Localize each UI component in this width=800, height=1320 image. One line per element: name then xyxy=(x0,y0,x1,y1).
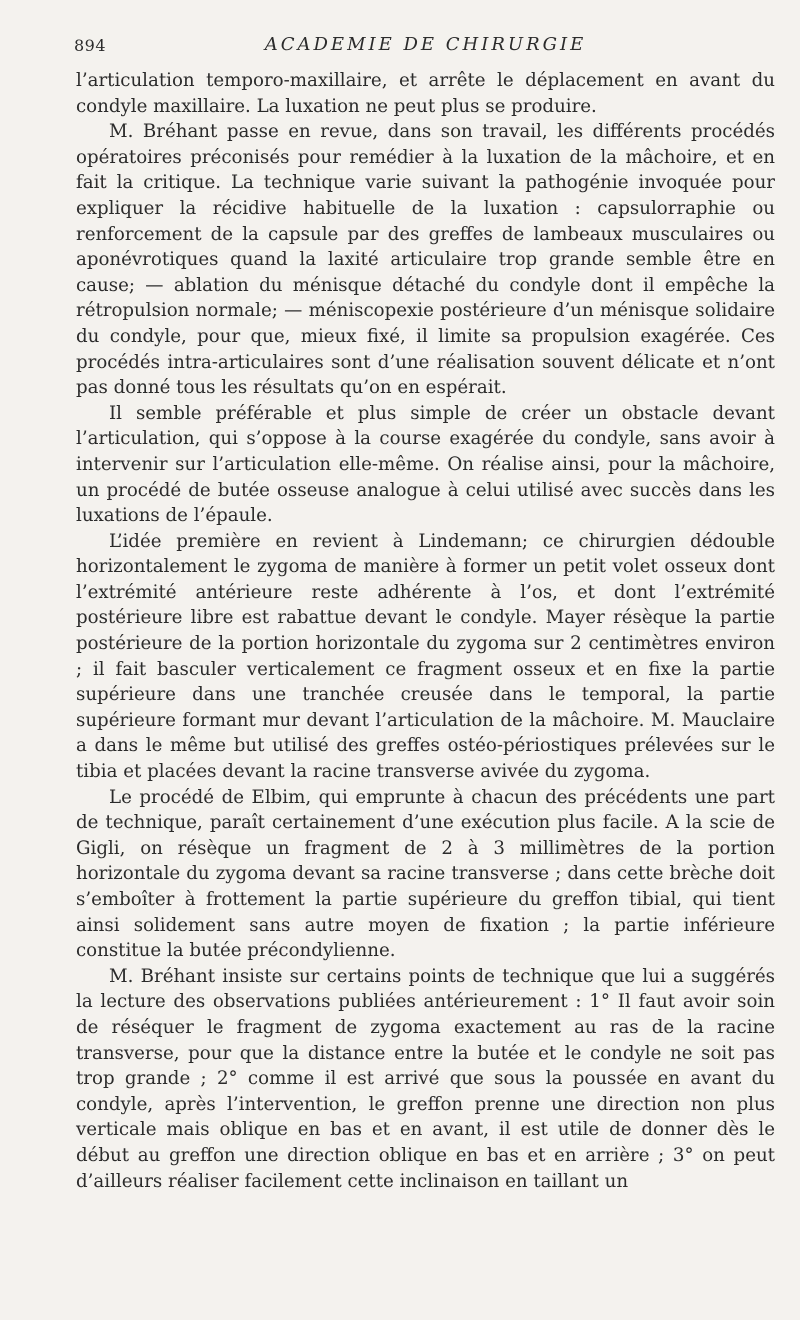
paragraph: M. Bréhant insiste sur certains points de technique que lui a suggérés la lecture des observations publiées antérieurement : 1° Il faut avoir soin de réséquer le fragment de zygoma exactement au ras de la racine transverse, pour que la distance entre la butée et le condyle ne soit pas trop grande ; 2° comme il est arrivé que sous la poussée en avant du condyle, après l’intervention, le greffon prenne une direction non plus verticale mais oblique en bas et en avant, il est utile de donner dès le début au greffon une direction oblique en bas et en arrière ; 3° on peut d’ailleurs réaliser facilement cette inclinaison en taillant un xyxy=(76,965,775,1192)
paragraph: L’idée première en revient à Lindemann; ce chirurgien dédouble horizontalement le zygoma de manière à former un petit volet osseux dont l’extrémité antérieure reste adhérente à l’os, et dont l’extrémité postérieure libre est rabattue devant le condyle. Mayer résèque la partie postérieure de la portion horizontale du zygoma sur 2 centimètres environ ; il fait basculer verticalement ce fragment osseux et en fixe la partie supérieure dans une tranchée creusée dans le temporal, la partie supérieure formant mur devant l’articulation de la mâchoire. M. Mauclaire a dans le même but utilisé des greffes ostéo-périostiques prélevées sur le tibia et placées devant la racine transverse avivée du zygoma. xyxy=(76,530,775,783)
paragraph: Il semble préférable et plus simple de créer un obstacle devant l’articulation, qui s’oppose à la course exagérée du condyle, sans avoir à intervenir sur l’articulation elle-même. On réalise ainsi, pour la mâchoire, un procédé de butée osseuse analogue à celui utilisé avec succès dans les luxations de l’épaule. xyxy=(76,402,775,527)
paragraph-continuation: l’articulation temporo-maxillaire, et arrête le déplacement en avant du condyle maxillaire. La luxation ne peut plus se produire. xyxy=(76,70,775,117)
running-head xyxy=(76,34,775,60)
body-text xyxy=(76,68,775,1194)
paragraph: Le procédé de Elbim, qui emprunte à chacun des précédents une part de technique, paraît certainement d’une exécution plus facile. A la scie de Gigli, on résèque un fragment de 2 à 3 millimètres de la portion horizontale du zygoma devant sa racine transverse ; dans cette brèche doit s’emboîter à frottement la partie supérieure du greffon tibial, qui tient ainsi solidement sans autre moyen de fixation ; la partie inférieure constitue la butée précondylienne. xyxy=(76,786,775,962)
paragraph: M. Bréhant passe en revue, dans son travail, les différents procédés opératoires préconisés pour remédier à la luxation de la mâchoire, et en fait la critique. La technique varie suivant la pathogénie invoquée pour expliquer la récidive habituelle de la luxation : capsulorraphie ou renforcement de la capsule par des greffes de lambeaux musculaires ou aponévrotiques quand la laxité articulaire trop grande semble être en cause; — ablation du ménisque détaché du condyle dont il empêche la rétropulsion normale; — méniscopexie postérieure d’un ménisque solidaire du condyle, pour que, mieux fixé, il limite sa propulsion exagérée. Ces procédés intra-articulaires sont d’une réalisation souvent délicate et n’ont pas donné tous les résultats qu’on en espérait. xyxy=(76,121,775,399)
journal-title: ACADEMIE DE CHIRURGIE xyxy=(264,34,587,55)
page-number: 894 xyxy=(74,36,107,55)
